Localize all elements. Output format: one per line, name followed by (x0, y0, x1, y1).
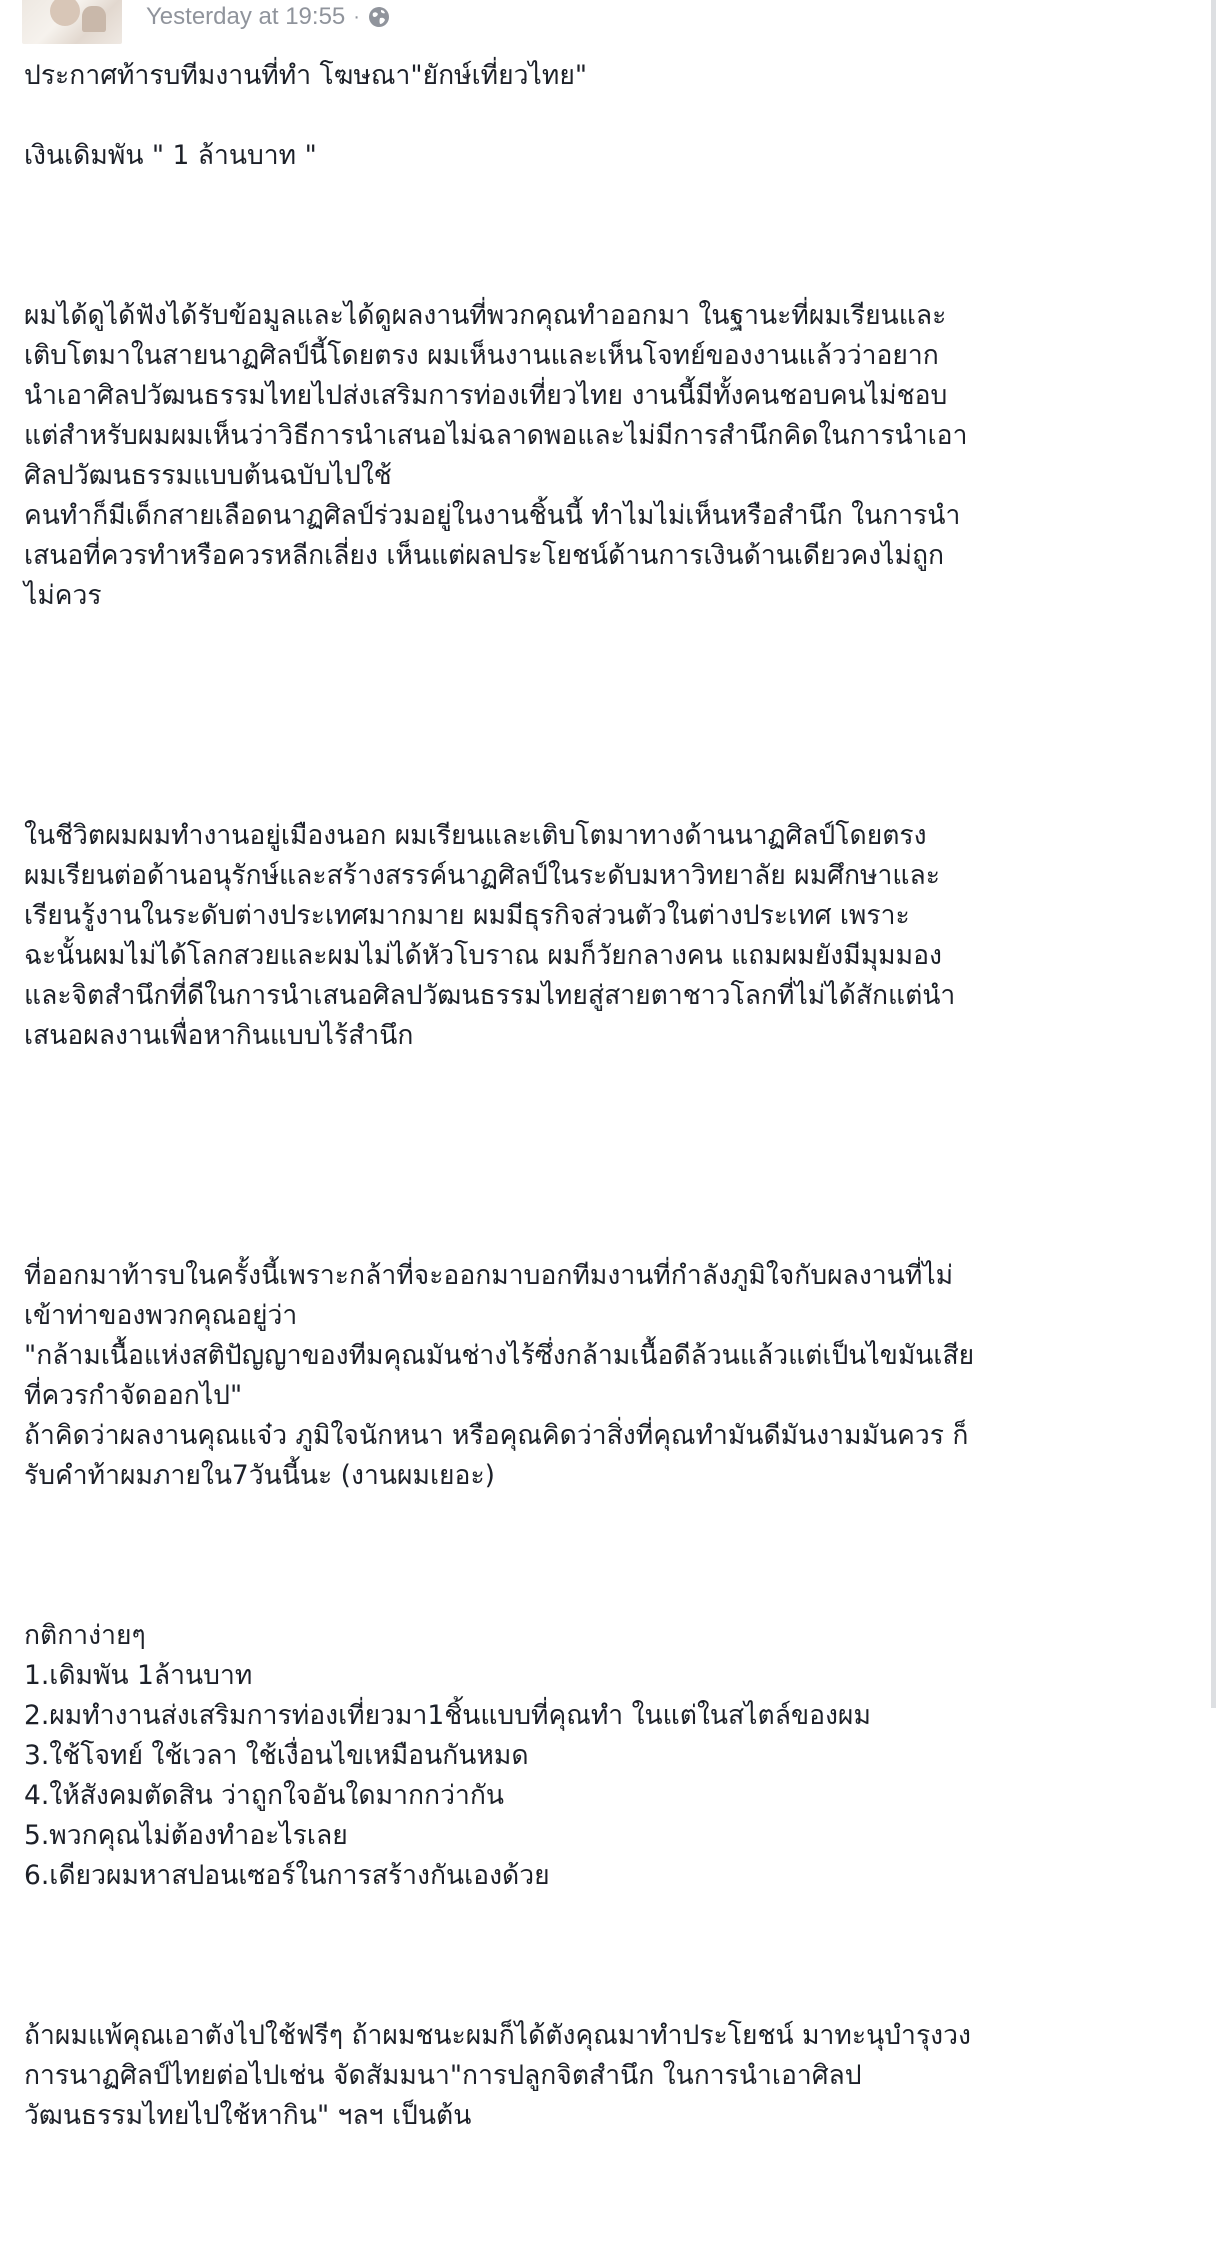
paragraph-line: นำเอาศิลปวัฒนธรรมไทยไปส่งเสริมการท่องเที่ยวไทย งานนี้มีทั้งคนชอบคนไม่ชอบ (24, 380, 948, 411)
paragraph-line: ถ้าคิดว่าผลงานคุณแจ๋ว ภูมิใจนักหนา หรือคุณคิดว่าสิ่งที่คุณทำมันดีมันงามมันควร ก็ (24, 1420, 969, 1451)
paragraph-line: คนทำก็มีเด็กสายเลือดนาฏศิลป์ร่วมอยู่ในงานชิ้นนี้ ทำไมไม่เห็นหรือสำนึก ในการนำ (24, 500, 961, 531)
rule-item: 5.พวกคุณไม่ต้องทำอะไรเลย (24, 1820, 348, 1851)
paragraph-line: ในชีวิตผมผมทำงานอยู่เมืองนอก ผมเรียนและเติบโตมาทางด้านนาฏศิลป์โดยตรง (24, 820, 927, 851)
author-avatar[interactable] (22, 0, 122, 44)
paragraph-1 (24, 216, 1194, 696)
paragraph-line: ไม่ควร (24, 580, 102, 611)
paragraph-line: ที่ควรกำจัดออกไป" (24, 1380, 243, 1411)
paragraph-3 (24, 1176, 1194, 1576)
post-timestamp[interactable]: Yesterday at 19:55 (146, 3, 346, 30)
rule-item: 2.ผมทำงานส่งเสริมการท่องเที่ยวมา1ชิ้นแบบที่คุณทำ ในแต่ในสไตล์ของผม (24, 1700, 871, 1731)
page-edge-divider (1211, 0, 1216, 1708)
paragraph-4 (24, 1936, 1194, 2216)
post-header (0, 0, 1216, 46)
paragraph-line: แต่สำหรับผมผมเห็นว่าวิธีการนำเสนอไม่ฉลาดพอและไม่มีการสำนึกคิดในการนำเอา (24, 420, 968, 451)
paragraph-line: ถ้าผมแพ้คุณเอาตังไปใช้ฟรีๆ ถ้าผมชนะผมก็ได้ตังคุณมาทำประโยชน์ มาทะนุบำรุงวง (24, 2020, 971, 2051)
globe-icon[interactable] (368, 6, 390, 28)
paragraph-line: เสนอผลงานเพื่อหากินแบบไร้สำนึก (24, 1020, 414, 1051)
rules-heading: กติกาง่ายๆ (24, 1620, 146, 1651)
paragraph-line: ผมเรียนต่อด้านอนุรักษ์และสร้างสรรค์นาฏศิลป์ในระดับมหาวิทยาลัย ผมศึกษาและ (24, 860, 940, 891)
paragraph-2 (24, 736, 1194, 1136)
paragraph-line: และจิตสำนึกที่ดีในการนำเสนอศิลปวัฒนธรรมไทยสู่สายตาชาวโลกที่ไม่ได้สักแต่นำ (24, 980, 956, 1011)
paragraph-line: เรียนรู้งานในระดับต่างประเทศมากมาย ผมมีธุรกิจส่วนตัวในต่างประเทศ เพราะ (24, 900, 910, 931)
paragraph-line: เข้าท่าของพวกคุณอยู่ว่า (24, 1300, 298, 1331)
rule-item: 3.ใช้โจทย์ ใช้เวลา ใช้เงื่อนไขเหมือนกันหมด (24, 1740, 529, 1771)
post-bet-line: เงินเดิมพัน " 1 ล้านบาท " (24, 140, 317, 171)
paragraph-line: เติบโตมาในสายนาฏศิลป์นี้โดยตรง ผมเห็นงานและเห็นโจทย์ของงานแล้วว่าอยาก (24, 340, 939, 371)
rule-item: 6.เดียวผมหาสปอนเซอร์ในการสร้างกันเองด้วย (24, 1860, 550, 1891)
post-meta (146, 0, 390, 34)
paragraph-line: ผมได้ดูได้ฟังได้รับข้อมูลและได้ดูผลงานที่พวกคุณทำออกมา ในฐานะที่ผมเรียนและ (24, 300, 947, 331)
paragraph-line: รับคำท้าผมภายใน7วันนี้นะ (งานผมเยอะ) (24, 1460, 496, 1491)
post-body (24, 56, 1194, 2256)
rule-item: 1.เดิมพัน 1ล้านบาท (24, 1660, 253, 1691)
paragraph-line: เสนอที่ควรทำหรือควรหลีกเลี่ยง เห็นแต่ผลประโยชน์ด้านการเงินด้านเดียวคงไม่ถูก (24, 540, 945, 571)
paragraph-line: "กล้ามเนื้อแห่งสติปัญญาของทีมคุณมันช่างไร้ซึ่งกล้ามเนื้อดีล้วนแล้วแต่เป็นไขมันเสีย (24, 1340, 975, 1371)
meta-separator: · (353, 5, 360, 28)
post-title-line: ประกาศท้ารบทีมงานที่ทำ โฆษณา"ยักษ์เที่ยวไทย" (24, 60, 588, 91)
paragraph-line: ศิลปวัฒนธรรมแบบต้นฉบับไปใช้ (24, 460, 392, 491)
rules-list (24, 1616, 1194, 1896)
paragraph-line: ฉะนั้นผมไม่ได้โลกสวยและผมไม่ได้หัวโบราณ ผมก็วัยกลางคน แถมผมยังมีมุมมอง (24, 940, 942, 971)
paragraph-line: วัฒนธรรมไทยไปใช้หากิน" ฯลฯ เป็นต้น (24, 2100, 472, 2131)
paragraph-line: การนาฏศิลป์ไทยต่อไปเช่น จัดสัมมนา"การปลูกจิตสำนึก ในการนำเอาศิลป (24, 2060, 862, 2091)
rule-item: 4.ให้สังคมตัดสิน ว่าถูกใจอันใดมากกว่ากัน (24, 1780, 504, 1811)
paragraph-line: ที่ออกมาท้ารบในครั้งนี้เพราะกล้าที่จะออกมาบอกทีมงานที่กำลังภูมิใจกับผลงานที่ไม่ (24, 1260, 954, 1291)
